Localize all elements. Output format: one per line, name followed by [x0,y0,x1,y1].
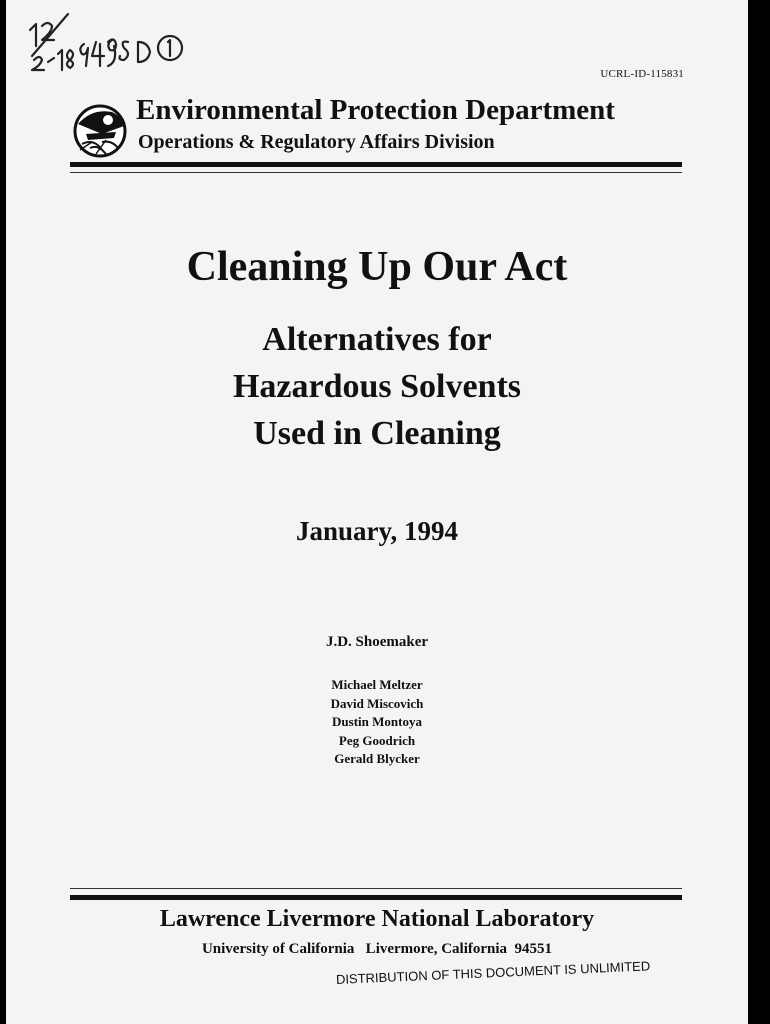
header-rule-thin [70,172,682,173]
department-name: Environmental Protection Department [136,94,615,126]
footer-rule-thin [70,888,682,889]
subtitle-line-1: Alternatives for [262,321,492,358]
lead-author: J.D. Shoemaker [325,634,429,650]
document-page [6,0,748,1024]
division-name: Operations & Regulatory Affairs Division [138,131,495,153]
header-rule-thick [70,162,682,167]
co-author-list [6,676,748,769]
co-author: Gerald Blycker [334,751,420,766]
document-title: Cleaning Up Our Act [186,244,568,290]
co-author: Michael Meltzer [331,677,423,692]
publication-date: January, 1994 [295,516,459,546]
co-author: David Miscovich [330,695,424,711]
handwritten-note [24,6,194,76]
co-author: Peg Goodrich [338,732,416,748]
laboratory-address: University of California Livermore, California 94551 [201,941,553,957]
subtitle-line-3: Used in Cleaning [253,415,501,452]
report-id: UCRL-ID-115831 [600,68,684,80]
footer-rule-thick [70,895,682,900]
co-author: Dustin Montoya [332,714,422,729]
laboratory-name: Lawrence Livermore National Laboratory [159,906,595,932]
handwritten-note-scribble [24,6,194,76]
department-logo-icon [72,104,128,158]
subtitle-line-2: Hazardous Solvents [232,368,522,405]
distribution-stamp: DISTRIBUTION OF THIS DOCUMENT IS UNLIMITED [335,958,651,987]
